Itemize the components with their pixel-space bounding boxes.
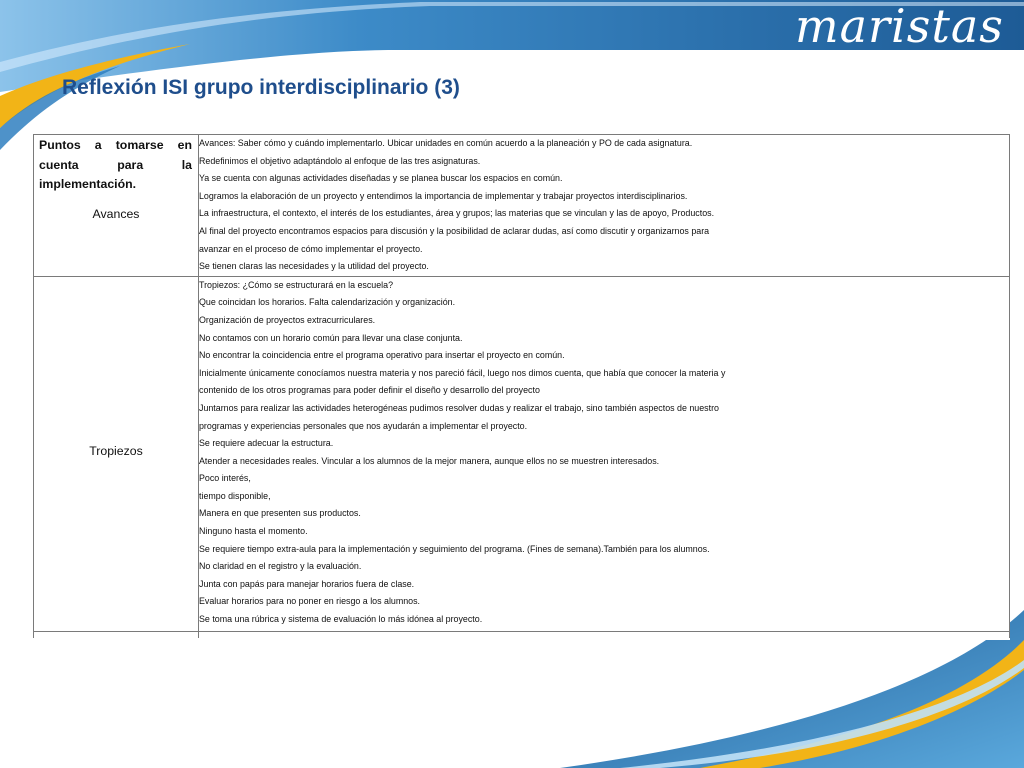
avances-content [199,135,1010,277]
tropiezos-line-11: Atender a necesidades reales. Vincular a los alumnos de la mejor manera, aunque ellos no se muestren interesados. [199,455,660,466]
tropiezos-line-1: Tropiezos: ¿Cómo se estructurará en la escuela? [199,279,394,290]
tropiezos-line-14: Manera en que presenten sus productos. [199,508,361,519]
tropiezos-line-2: Que coincidan los horarios. Falta calendarización y organización. [199,297,456,308]
header-line-1: Puntos a tomarse en [39,138,192,152]
tropiezos-line-17: No claridad en el registro y la evaluación. [199,561,362,572]
header-line-3: implementación. [39,177,137,192]
avances-line-8: Se tienen claras las necesidades y la utilidad del proyecto. [199,261,429,272]
slide-title: Reflexión ISI grupo interdisciplinario (3) [62,76,460,99]
reflection-table-grid [33,134,1010,638]
maristas-logo: maristas [795,0,1004,53]
table-row-trailing [34,631,1010,638]
avances-line-3: Ya se cuenta con algunas actividades diseñadas y se planea buscar los espacios en común. [199,173,563,184]
tropiezos-line-15: Ninguno hasta el momento. [199,526,308,537]
tropiezos-line-4: No contamos con un horario común para llevar una clase conjunta. [199,332,463,343]
tropiezos-line-9: programas y experiencias personales que nos ayudarán a implementar el proyecto. [199,420,528,431]
avances-line-4: Logramos la elaboración de un proyecto y entendimos la importancia de implementar y trabajar proyectos interdisciplinarios. [199,190,688,201]
tropiezos-line-6: Inicialmente únicamente conocíamos nuestra materia y nos pareció fácil, luego nos dimos cuenta, que había que conocer la materia y [199,367,726,378]
tropiezos-line-16: Se requiere tiempo extra-aula para la implementación y seguimiento del programa. (Fines de semana).También para los alumnos. [199,543,710,554]
avances-line-2: Redefinimos el objetivo adaptándolo al enfoque de las tres asignaturas. [199,155,481,166]
tropiezos-line-5: No encontrar la coincidencia entre el programa operativo para insertar el proyecto en común. [199,350,565,361]
row-label-cell [34,135,199,277]
tropiezos-line-3: Organización de proyectos extracurriculares. [199,314,376,325]
reflection-table [33,134,1010,640]
row-label-tropiezos: Tropiezos [89,443,143,458]
avances-line-7: avanzar en el proceso de cómo implementar el proyecto. [199,243,423,254]
table-row-avances [34,135,1010,277]
row-label-cell [34,631,199,638]
table-row-tropiezos [34,276,1010,631]
tropiezos-line-7: contenido de los otros programas para poder definir el diseño y desarrollo del proyecto [199,385,540,396]
tropiezos-line-10: Se requiere adecuar la estructura. [199,438,334,449]
row-label-cell [34,276,199,631]
trailing-content-cell [199,631,1010,638]
tropiezos-line-19: Evaluar horarios para no poner en riesgo a los alumnos. [199,596,421,607]
tropiezos-line-12: Poco interés, [199,473,251,484]
tropiezos-content [199,276,1010,631]
avances-line-1: Avances: Saber cómo y cuándo implementarlo. Ubicar unidades en común acuerdo a la planeación y PO de cada asignatura. [199,138,693,148]
avances-line-6: Al final del proyecto encontramos espacios para discusión y la posibilidad de aclarar dudas, así como discutir y organizarnos para [199,225,710,236]
row-label-avances: Avances [92,207,140,221]
avances-line-5: La infraestructura, el contexto, el interés de los estudiantes, área y grupos; las materias que se vinculan y las de apoyo, Productos. [199,208,715,219]
tropiezos-line-20: Se toma una rúbrica y sistema de evaluación lo más idónea al proyecto. [199,614,483,625]
tropiezos-line-8: Juntarnos para realizar las actividades heterogéneas pudimos resolver dudas y realizar el trabajo, sino también aspectos de nuestro [199,402,719,413]
tropiezos-line-18: Junta con papás para manejar horarios fuera de clase. [199,578,415,589]
header-line-2: cuenta para la [39,157,192,172]
tropiezos-line-13: tiempo disponible, [199,490,271,501]
